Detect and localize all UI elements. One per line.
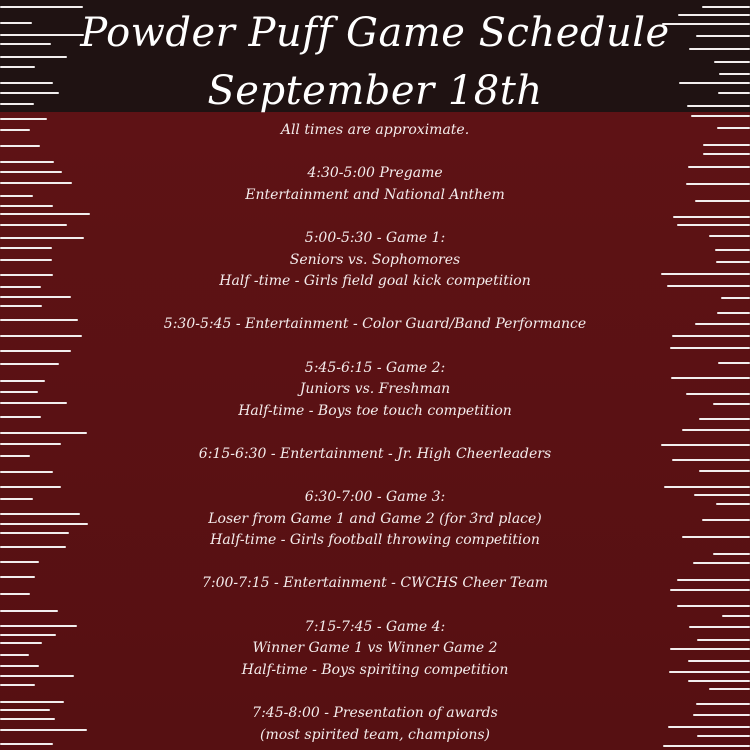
schedule-block-awards <box>95 703 655 746</box>
schedule-block-game-3 <box>95 487 655 552</box>
decorative-line <box>717 127 750 129</box>
decorative-line <box>695 323 750 325</box>
schedule-line: 5:30-5:45 - Entertainment - Color Guard/Band Performance <box>163 316 587 333</box>
decorative-line <box>694 494 750 496</box>
decorative-line <box>677 579 750 581</box>
decorative-line <box>709 688 750 690</box>
decorative-line <box>0 305 42 307</box>
decorative-line <box>667 285 750 287</box>
decorative-line <box>0 642 42 644</box>
decorative-line <box>673 216 750 218</box>
schedule-line: Loser from Game 1 and Game 2 (for 3rd place) <box>208 510 542 527</box>
decorative-line <box>0 195 33 197</box>
decorative-line <box>699 470 750 472</box>
decorative-line <box>670 589 750 591</box>
decorative-line <box>671 377 750 379</box>
schedule-line: Winner Game 1 vs Winner Game 2 <box>252 640 498 657</box>
decorative-line <box>702 519 750 521</box>
decorative-line <box>672 335 750 337</box>
decorative-line <box>0 625 77 627</box>
title-line-2: September 18th <box>207 68 543 114</box>
schedule-block-entertainment-3 <box>95 573 655 595</box>
decorative-line <box>0 247 52 249</box>
schedule-line: Juniors vs. Freshman <box>299 381 451 398</box>
decorative-line <box>717 312 750 314</box>
decorative-line <box>0 523 88 525</box>
decorative-line <box>713 553 750 555</box>
decorative-line <box>0 709 50 711</box>
decorative-line <box>0 743 53 745</box>
decorative-line <box>0 729 87 731</box>
decorative-line <box>686 183 750 185</box>
decorative-line <box>718 362 750 364</box>
decorative-line <box>0 634 56 636</box>
decorative-line <box>721 297 750 299</box>
decorative-line <box>0 286 41 288</box>
schedule-block-game-4 <box>95 617 655 682</box>
decorative-line <box>0 455 30 457</box>
decorative-line <box>0 363 59 365</box>
decorative-line <box>716 503 750 505</box>
decorative-line <box>722 615 750 617</box>
decorative-line <box>0 350 71 352</box>
decorative-line <box>688 660 750 662</box>
decorative-line <box>0 443 61 445</box>
decorative-line <box>697 735 750 737</box>
decorative-line <box>668 726 750 728</box>
decorative-line <box>0 486 61 488</box>
decorative-line <box>693 562 750 564</box>
decorative-line <box>696 703 750 705</box>
decorative-line <box>0 335 82 337</box>
decorative-line <box>664 486 750 488</box>
decorative-line <box>0 593 30 595</box>
schedule-line: 6:15-6:30 - Entertainment - Jr. High Cheerleaders <box>198 445 552 462</box>
decorative-line <box>688 680 750 682</box>
decorative-line <box>0 319 78 321</box>
decorative-line <box>0 402 67 404</box>
schedule-line: 5:45-6:15 - Game 2: <box>304 359 446 376</box>
decorative-line <box>0 561 39 563</box>
decorative-line <box>669 671 750 673</box>
decorative-line <box>0 576 35 578</box>
decorative-line <box>703 153 750 155</box>
decorative-line <box>0 498 33 500</box>
decorative-line <box>672 459 750 461</box>
decorative-line <box>670 648 750 650</box>
schedule-line: 7:00-7:15 - Entertainment - CWCHS Cheer Team <box>201 575 549 592</box>
decorative-line <box>0 259 52 261</box>
decorative-line <box>0 171 62 173</box>
decorative-line <box>0 274 53 276</box>
decorative-line <box>693 714 750 716</box>
schedule-line: 7:45-8:00 - Presentation of awards <box>252 705 498 722</box>
schedule-block-entertainment-2 <box>95 444 655 466</box>
decorative-line <box>0 684 35 686</box>
decorative-line <box>682 536 750 538</box>
schedule-line: 4:30-5:00 Pregame <box>307 165 443 182</box>
decorative-line <box>661 273 750 275</box>
page-title <box>0 4 750 120</box>
decorative-line <box>0 296 71 298</box>
decorative-line <box>716 261 750 263</box>
schedule-list <box>95 120 655 746</box>
title-line-1: Powder Puff Game Schedule <box>80 10 670 56</box>
schedule-block-pregame <box>95 163 655 206</box>
decorative-line <box>0 145 40 147</box>
decorative-line <box>0 237 84 239</box>
decorative-line <box>0 391 38 393</box>
decorative-line <box>682 429 750 431</box>
schedule-line: Half-time - Boys spiriting competition <box>241 661 509 678</box>
decorative-line <box>0 513 80 515</box>
schedule-block-entertainment-1 <box>95 314 655 336</box>
decorative-line <box>0 182 72 184</box>
decorative-line <box>709 235 750 237</box>
decorative-line <box>0 416 41 418</box>
decorative-line <box>0 213 90 215</box>
schedule-line: Half-time - Girls football throwing competition <box>210 532 540 549</box>
decorative-line <box>677 605 750 607</box>
decorative-line <box>0 675 74 677</box>
decorative-line <box>0 205 53 207</box>
schedule-line: 6:30-7:00 - Game 3: <box>304 489 446 506</box>
decorative-line <box>0 380 45 382</box>
schedule-line: Half-time - Boys toe touch competition <box>238 402 512 419</box>
decorative-line <box>0 432 87 434</box>
decorative-line <box>0 224 67 226</box>
decorative-line <box>0 718 55 720</box>
decorative-line <box>688 166 750 168</box>
decorative-line <box>0 532 69 534</box>
decorative-line <box>686 393 750 395</box>
decorative-line <box>0 471 53 473</box>
decorative-line <box>695 200 750 202</box>
decorative-line <box>677 224 750 226</box>
decorative-line <box>703 144 750 146</box>
approximate-note: All times are approximate. <box>280 122 470 138</box>
decorative-line <box>0 161 54 163</box>
decorative-line <box>0 610 58 612</box>
decorative-line <box>663 745 750 747</box>
decorative-line <box>0 701 64 703</box>
schedule-block-game-2 <box>95 358 655 423</box>
decorative-line <box>661 444 750 446</box>
decorative-line <box>670 347 750 349</box>
schedule-line: 5:00-5:30 - Game 1: <box>304 229 446 246</box>
schedule-line: 7:15-7:45 - Game 4: <box>304 618 446 635</box>
schedule-block-game-1 <box>95 228 655 293</box>
schedule-line: (most spirited team, champions) <box>260 726 490 743</box>
decorative-line <box>0 129 30 131</box>
decorative-line <box>697 639 750 641</box>
decorative-line <box>0 665 39 667</box>
decorative-line <box>715 249 750 251</box>
decorative-line <box>699 418 750 420</box>
decorative-line <box>713 403 750 405</box>
decorative-line <box>0 654 29 656</box>
schedule-line: Entertainment and National Anthem <box>245 186 505 203</box>
schedule-line: Half -time - Girls field goal kick competition <box>219 273 531 290</box>
decorative-line <box>0 546 66 548</box>
schedule-line: Seniors vs. Sophomores <box>289 251 461 268</box>
decorative-line <box>689 626 750 628</box>
